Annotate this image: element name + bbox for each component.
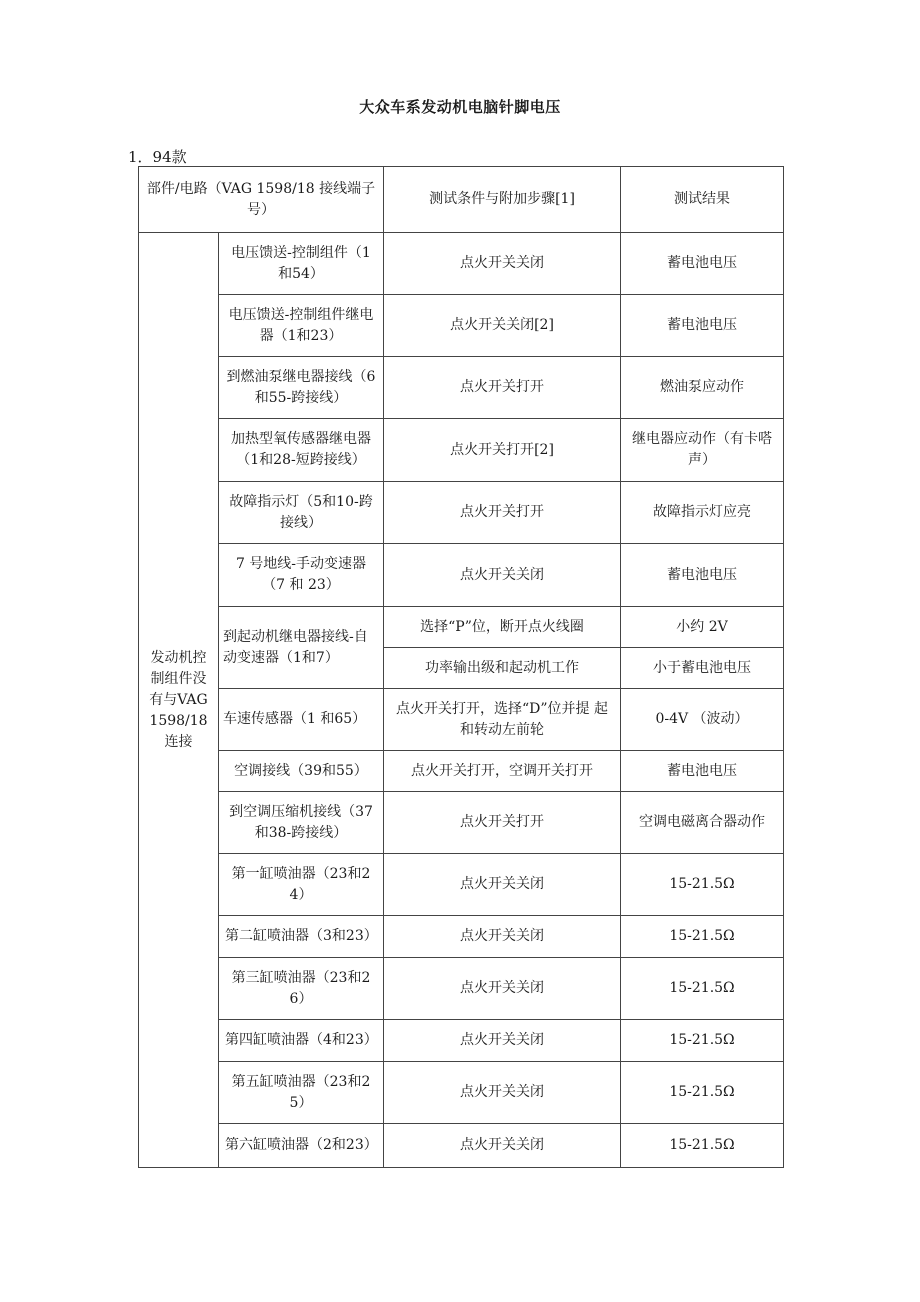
table-row (139, 1124, 784, 1168)
condition-cell: 点火开关关闭[2] (384, 295, 621, 357)
item-cell: 电压馈送-控制组件继电器（1和23） (219, 295, 384, 357)
result-cell: 15-21.5Ω (621, 1124, 784, 1168)
condition-cell: 点火开关关闭 (384, 1124, 621, 1168)
result-cell: 继电器应动作（有卡嗒 声） (621, 419, 784, 482)
table-row (139, 419, 784, 482)
condition-cell: 点火开关打开 (384, 357, 621, 419)
result-cell: 0-4V （波动） (621, 689, 784, 751)
table-row (139, 1062, 784, 1124)
result-cell: 小约 2V (621, 607, 784, 648)
condition-cell: 点火开关关闭 (384, 958, 621, 1020)
section-heading: 1．94款 (128, 148, 187, 166)
table-row (139, 689, 784, 751)
item-cell: 7 号地线-手动变速器（7 和 23） (219, 544, 384, 607)
condition-cell: 点火开关关闭 (384, 544, 621, 607)
header-result: 测试结果 (621, 167, 784, 233)
result-cell: 空调电磁离合器动作 (621, 792, 784, 854)
condition-cell: 选择“P”位，断开点火线圈 (384, 607, 621, 648)
result-cell: 故障指示灯应亮 (621, 482, 784, 544)
table-row (139, 482, 784, 544)
result-cell: 15-21.5Ω (621, 958, 784, 1020)
result-cell: 15-21.5Ω (621, 916, 784, 958)
result-cell: 蓄电池电压 (621, 544, 784, 607)
table-row (139, 544, 784, 607)
condition-cell: 点火开关关闭 (384, 1020, 621, 1062)
condition-cell: 点火开关打开，空调开关打开 (384, 751, 621, 792)
condition-cell: 点火开关打开 (384, 482, 621, 544)
table-row (139, 607, 784, 648)
table-row (139, 357, 784, 419)
group-label: 发动机控制组件没有与VAG 1598/18连接 (139, 233, 219, 1168)
result-cell: 蓄电池电压 (621, 233, 784, 295)
condition-cell: 点火开关打开 (384, 792, 621, 854)
item-cell: 第五缸喷油器（23和25） (219, 1062, 384, 1124)
result-cell: 蓄电池电压 (621, 295, 784, 357)
header-item: 部件/电路（VAG 1598/18 接线端子 号） (139, 167, 384, 233)
result-cell: 15-21.5Ω (621, 854, 784, 916)
result-cell: 15-21.5Ω (621, 1020, 784, 1062)
condition-cell: 点火开关关闭 (384, 1062, 621, 1124)
table-row (139, 751, 784, 792)
result-cell: 小于蓄电池电压 (621, 648, 784, 689)
table-row (139, 792, 784, 854)
condition-cell: 点火开关关闭 (384, 854, 621, 916)
table-row (139, 854, 784, 916)
result-cell: 15-21.5Ω (621, 1062, 784, 1124)
result-cell: 燃油泵应动作 (621, 357, 784, 419)
item-cell: 第六缸喷油器（2和23） (219, 1124, 384, 1168)
table-header-row (139, 167, 784, 233)
result-cell: 蓄电池电压 (621, 751, 784, 792)
item-cell: 加热型氧传感器继电器（1和28-短跨接线） (219, 419, 384, 482)
item-cell: 车速传感器（1 和65） (219, 689, 384, 751)
condition-cell: 点火开关打开，选择“D”位并提 起和转动左前轮 (384, 689, 621, 751)
document-title: 大众车系发动机电脑针脚电压 (359, 98, 561, 116)
table-row (139, 1020, 784, 1062)
table-row (139, 233, 784, 295)
header-condition: 测试条件与附加步骤[1] (384, 167, 621, 233)
condition-cell: 点火开关关闭 (384, 233, 621, 295)
condition-cell: 点火开关打开[2] (384, 419, 621, 482)
item-cell: 到起动机继电器接线-自动变速器（1和7） (219, 607, 384, 689)
item-cell: 电压馈送-控制组件（1 和54） (219, 233, 384, 295)
item-cell: 第三缸喷油器（23和26） (219, 958, 384, 1020)
table-row (139, 916, 784, 958)
table-row (139, 958, 784, 1020)
item-cell: 到燃油泵继电器接线（6和55-跨接线） (219, 357, 384, 419)
condition-cell: 点火开关关闭 (384, 916, 621, 958)
item-cell: 到空调压缩机接线（37 和38-跨接线） (219, 792, 384, 854)
pin-voltage-table (138, 166, 784, 1168)
item-cell: 第一缸喷油器（23和24） (219, 854, 384, 916)
table-row (139, 295, 784, 357)
item-cell: 第二缸喷油器（3和23） (219, 916, 384, 958)
item-cell: 第四缸喷油器（4和23） (219, 1020, 384, 1062)
item-cell: 空调接线（39和55） (219, 751, 384, 792)
item-cell: 故障指示灯（5和10-跨 接线） (219, 482, 384, 544)
condition-cell: 功率输出级和起动机工作 (384, 648, 621, 689)
